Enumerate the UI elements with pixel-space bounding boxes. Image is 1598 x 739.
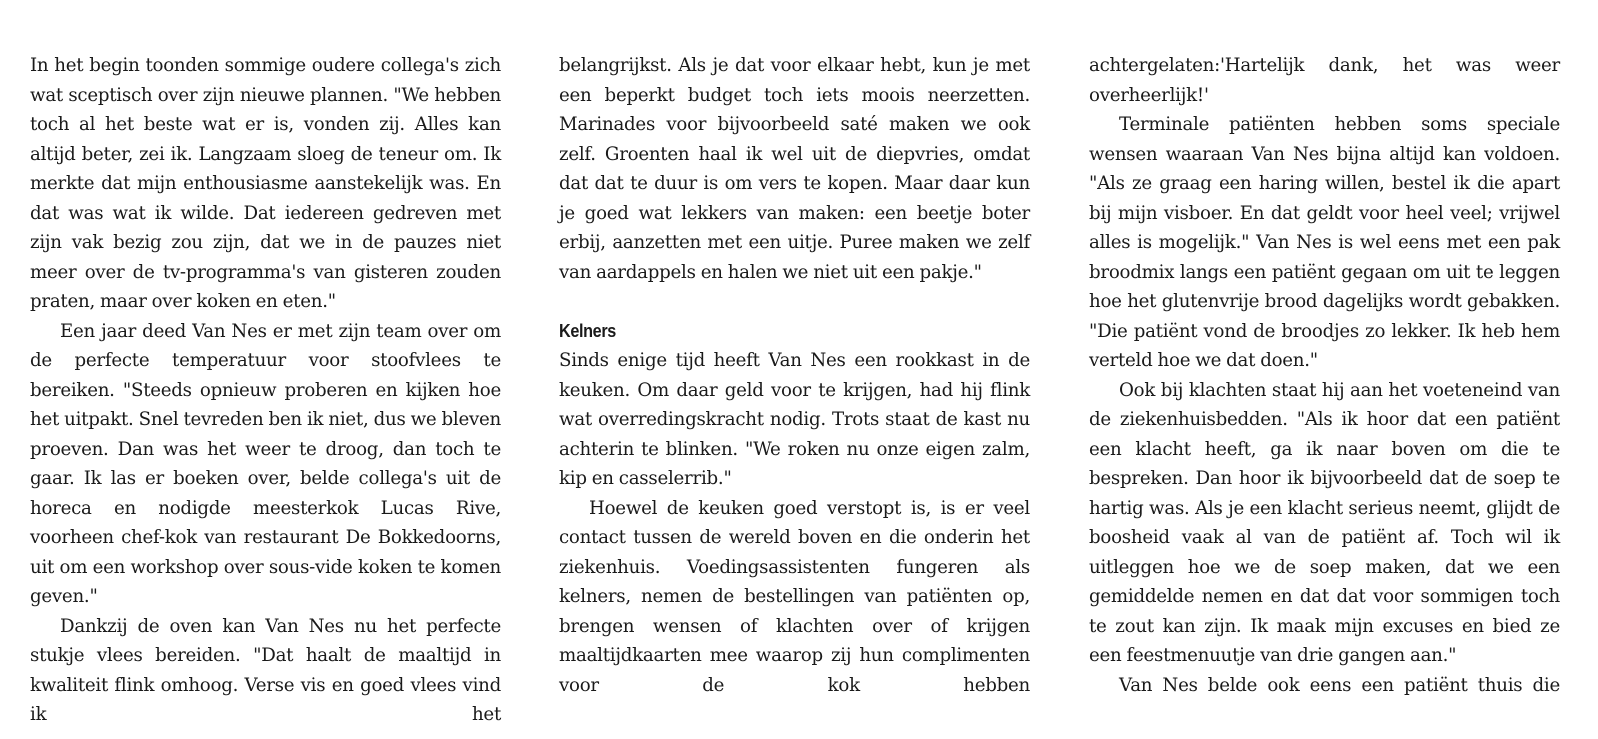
paragraph: Ook bij klachten staat hij aan het voeteneind van de ziekenhuisbedden. "Als ik hoor dat een patiënt een klacht heeft, ga ik naar boven om die te bespreken. Dan hoor ik bijvoorbeeld dat de soep te hartig was. Als je een klacht serieus neemt, glijdt de boosheid vaak al van de patiënt af. Toch wil ik uitleggen hoe we de soep maken, dat we een gemiddelde nemen en dat dat voor sommigen toch te zout kan zijn. Ik maak mijn excuses en bied ze een feestmenuutje van drie gangen aan." (1089, 379, 1560, 666)
text-column-1 (30, 51, 501, 730)
paragraph: Van Nes belde ook eens een patiënt thuis die (1119, 674, 1560, 696)
text-column-3 (1089, 51, 1560, 700)
paragraph: belangrijkst. Als je dat voor elkaar hebt, kun je met een beperkt budget toch iets moois neerzetten. Marinades voor bijvoorbeeld saté maken we ook zelf. Groenten haal ik wel uit de diepvries, omdat dat dat te duur is om vers te kopen. Maar daar kun je goed wat lekkers van maken: een beetje boter erbij, aanzetten met een uitje. Puree maken we zelf van aardappels en halen we niet uit een pakje." (559, 55, 1030, 283)
paragraph: Sinds enige tijd heeft Van Nes een rookkast in de keuken. Om daar geld voor te krijgen, had hij flink wat overredingskracht nodig. Trots staat de kast nu achterin te blinken. "We roken nu onze eigen zalm, kip en casselerrib." (559, 350, 1030, 489)
paragraph: Terminale patiënten hebben soms speciale wensen waaraan Van Nes bijna altijd kan voldoen. "Als ze graag een haring willen, bestel ik die apart bij mijn visboer. En dat geldt voor heel veel; vrijwel alles is mogelijk." Van Nes is wel eens met een pak broodmix langs een patiënt gegaan om uit te leggen hoe het glutenvrije brood dagelijks wordt gebakken. "Die patiënt vond de broodjes zo lekker. Ik heb hem verteld hoe we dat doen." (1089, 114, 1560, 371)
paragraph: achtergelaten:'Hartelijk dank, het was weer overheerlijk!' (1089, 55, 1560, 106)
section-heading: Kelners (559, 320, 616, 341)
paragraph: Een jaar deed Van Nes er met zijn team over om de perfecte temperatuur voor stoofvlees te bereiken. "Steeds opnieuw proberen en kijken hoe het uitpakt. Snel tevreden ben ik niet, dus we bleven proeven. Dan was het weer te droog, dan toch te gaar. Ik las er boeken over, belde collega's uit de horeca en nodigde meesterkok Lucas Rive, voorheen chef-kok van restaurant De Bokkedoorns, uit om een workshop over sous-vide koken te komen geven." (30, 320, 501, 607)
paragraph: Hoewel de keuken goed verstopt is, is er veel contact tussen de wereld boven en die onderin het ziekenhuis. Voedingsassistenten fungeren als kelners, nemen de bestellingen van patiënten op, brengen wensen of klachten over of krijgen maaltijdkaarten mee waarop zij hun complimenten voor de kok hebben (559, 497, 1030, 696)
text-column-2 (559, 51, 1030, 700)
paragraph: Dankzij de oven kan Van Nes nu het perfecte stukje vlees bereiden. "Dat haalt de maaltijd in kwaliteit flink omhoog. Verse vis en goed vlees vind ik het (30, 615, 501, 725)
paragraph: In het begin toonden sommige oudere collega's zich wat sceptisch over zijn nieuwe plannen. "We hebben toch al het beste wat er is, vonden zij. Alles kan altijd beter, zei ik. Langzaam sloeg de teneur om. Ik merkte dat mijn enthousiasme aanstekelijk was. En dat was wat ik wilde. Dat iedereen gedreven met zijn vak bezig zou zijn, dat we in de pauzes niet meer over de tv-programma's van gisteren zouden praten, maar over koken en eten." (30, 55, 501, 312)
